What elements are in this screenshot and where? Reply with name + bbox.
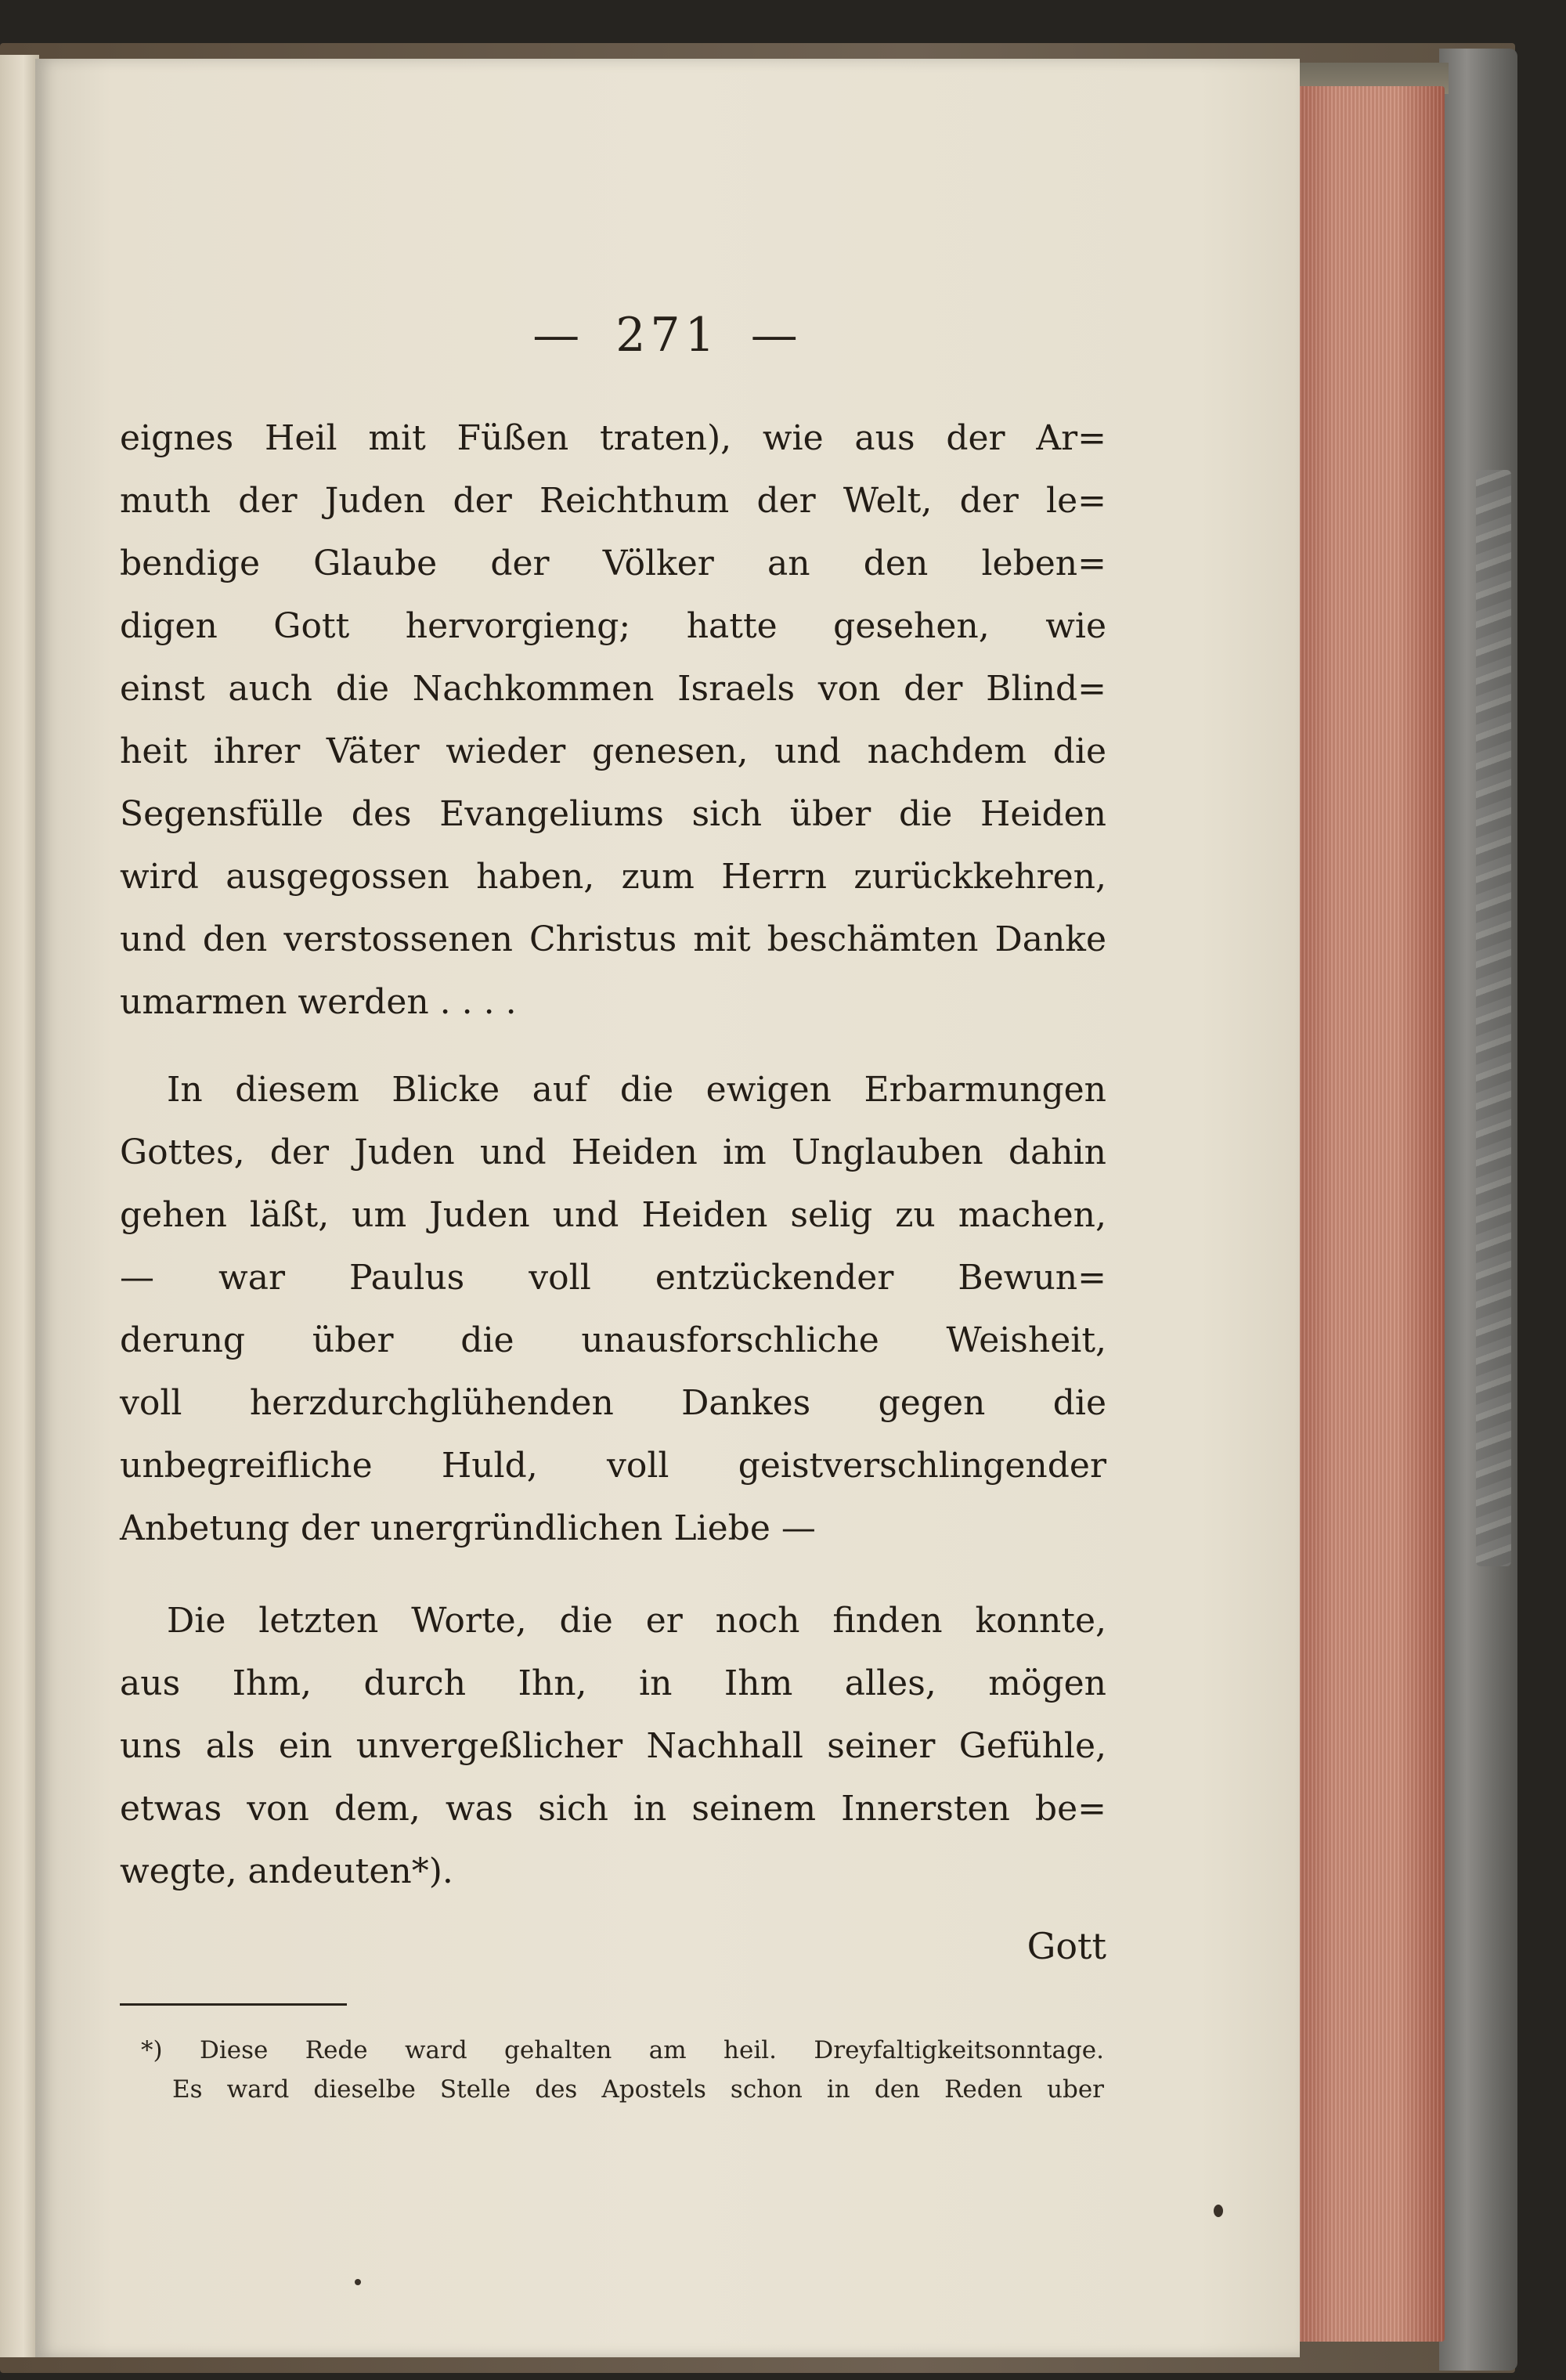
text-line: heit ihrer Väter wieder genesen, und nachdem die: [120, 731, 1106, 771]
text-line: einst auch die Nachkommen Israels von der Blind=: [120, 669, 1106, 709]
text-line: umarmen werden . . . .: [120, 982, 517, 1022]
text-line: Die letzten Worte, die er noch finden konnte,: [167, 1601, 1106, 1641]
text-line: bendige Glaube der Völker an den leben=: [120, 544, 1106, 583]
footnote-line: Es ward dieselbe Stelle des Apostels schon in den Reden uber: [172, 2075, 1104, 2104]
page-header: [35, 308, 1300, 363]
text-line: Anbetung der unergründlichen Liebe —: [120, 1508, 816, 1548]
text-line: uns als ein unvergeßlicher Nachhall seiner Gefühle,: [120, 1726, 1106, 1766]
ink-speck: [1214, 2205, 1223, 2217]
paragraph-1: [120, 407, 1106, 1034]
text-line: wird ausgegossen haben, zum Herrn zurückkehren,: [120, 857, 1106, 897]
text-line: etwas von dem, was sich in seinem Innersten be=: [120, 1789, 1106, 1829]
facing-page-edge: [0, 55, 39, 2357]
text-line: derung über die unausforschliche Weisheit,: [120, 1320, 1106, 1360]
red-page-edges: [1288, 86, 1445, 2342]
text-line: wegte, andeuten*).: [120, 1851, 453, 1891]
page-number: 271: [615, 308, 720, 363]
footnote: [141, 2031, 1104, 2109]
text-line: — war Paulus voll entzückender Bewun=: [120, 1258, 1106, 1298]
header-dash-left: —: [532, 308, 585, 363]
text-line: und den verstossenen Christus mit beschämten Danke: [120, 919, 1106, 959]
text-line: unbegreifliche Huld, voll geistverschlingender: [120, 1446, 1106, 1486]
footnote-line: *) Diese Rede ward gehalten am heil. Dreyfaltigkeitsonntage.: [141, 2036, 1104, 2064]
text-line: eignes Heil mit Füßen traten), wie aus der Ar=: [120, 418, 1106, 458]
catchword: Gott: [1027, 1925, 1106, 1967]
text-line: aus Ihm, durch Ihn, in Ihm alles, mögen: [120, 1663, 1106, 1703]
text-line: muth der Juden der Reichthum der Welt, der le=: [120, 481, 1106, 521]
marbled-cover-texture: [1476, 470, 1511, 1566]
paragraph-3: [120, 1590, 1106, 1903]
book-page: [35, 59, 1300, 2357]
text-line: gehen läßt, um Juden und Heiden selig zu machen,: [120, 1195, 1106, 1235]
paragraph-2: [120, 1059, 1106, 1560]
text-line: In diesem Blicke auf die ewigen Erbarmungen: [167, 1070, 1106, 1110]
header-dash-right: —: [750, 308, 803, 363]
ink-speck: [355, 2279, 361, 2285]
footnote-rule: [120, 2003, 347, 2006]
text-line: Gottes, der Juden und Heiden im Unglauben dahin: [120, 1132, 1106, 1172]
text-line: Segensfülle des Evangeliums sich über die Heiden: [120, 794, 1106, 834]
text-line: digen Gott hervorgieng; hatte gesehen, wie: [120, 606, 1106, 646]
text-line: voll herzdurchglühenden Dankes gegen die: [120, 1383, 1106, 1423]
